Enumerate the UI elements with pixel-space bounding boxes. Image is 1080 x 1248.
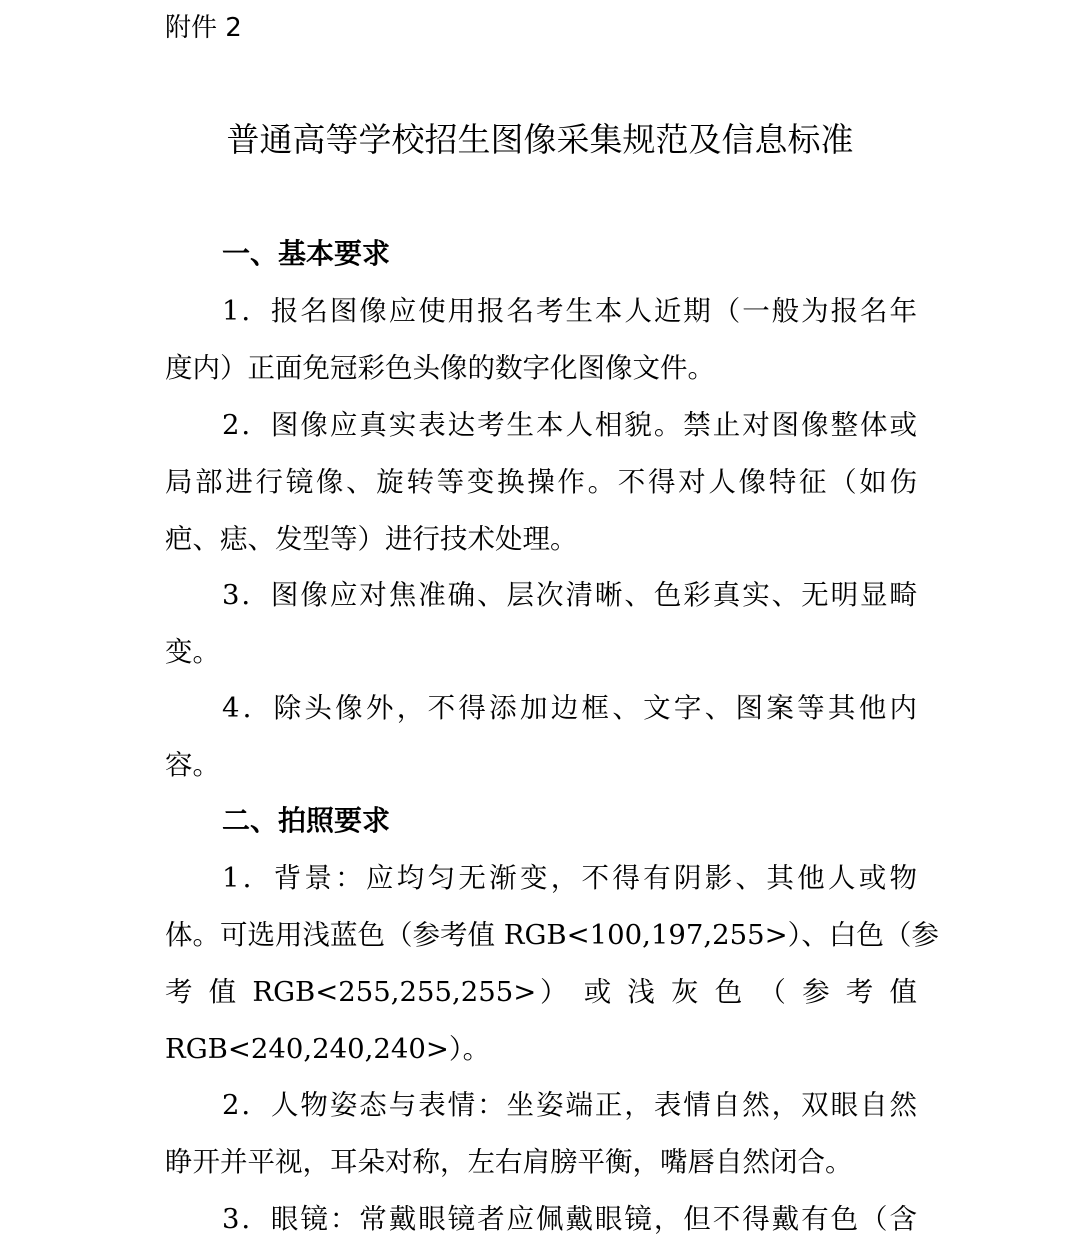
paragraph [165, 1077, 917, 1191]
paragraph [165, 1191, 917, 1248]
paragraph [165, 283, 917, 397]
paragraph-line: 睁开并平视，耳朵对称，左右肩膀平衡，嘴唇自然闭合。 [165, 1146, 853, 1178]
paragraph-line: 度内）正面免冠彩色头像的数字化图像文件。 [165, 352, 715, 384]
paragraph-line: RGB<240,240,240>）。 [165, 1033, 491, 1065]
paragraph [165, 680, 917, 794]
paragraph-line: 3．图像应对焦准确、层次清晰、色彩真实、无明显畸 [222, 579, 917, 611]
paragraph-line: 疤、痣、发型等）进行技术处理。 [165, 523, 578, 555]
section-heading-basic-requirements: 一、基本要求 [222, 237, 391, 270]
paragraph-line: 容。 [165, 749, 220, 781]
paragraph-line: 考 值 RGB<255,255,255>） 或 浅 灰 色 （ 参 考 值 [165, 976, 917, 1008]
section-heading-photo-requirements: 二、拍照要求 [222, 804, 391, 837]
paragraph-line: 4．除头像外，不得添加边框、文字、图案等其他内 [222, 692, 917, 724]
paragraph-line: 2．人物姿态与表情：坐姿端正，表情自然，双眼自然 [222, 1089, 917, 1121]
paragraph-line: 3．眼镜：常戴眼镜者应佩戴眼镜，但不得戴有色（含 [222, 1203, 917, 1235]
paragraph [165, 567, 917, 681]
paragraph-line: 1．背景：应均匀无渐变，不得有阴影、其他人或物 [222, 862, 917, 894]
paragraph [165, 397, 917, 568]
paragraph-line: 2．图像应真实表达考生本人相貌。禁止对图像整体或 [222, 409, 917, 441]
paragraph-line: 1．报名图像应使用报名考生本人近期（一般为报名年 [222, 295, 917, 327]
paragraph-line: 体。可选用浅蓝色（参考值 RGB<100,197,255>）、白色（参 [165, 919, 939, 951]
document-title: 普通高等学校招生图像采集规范及信息标准 [226, 120, 854, 159]
paragraph-line: 局部进行镜像、旋转等变换操作。不得对人像特征（如伤 [165, 466, 917, 498]
paragraph [165, 850, 939, 1078]
attachment-label: 附件 2 [165, 13, 242, 43]
paragraph-line: 变。 [165, 636, 220, 668]
